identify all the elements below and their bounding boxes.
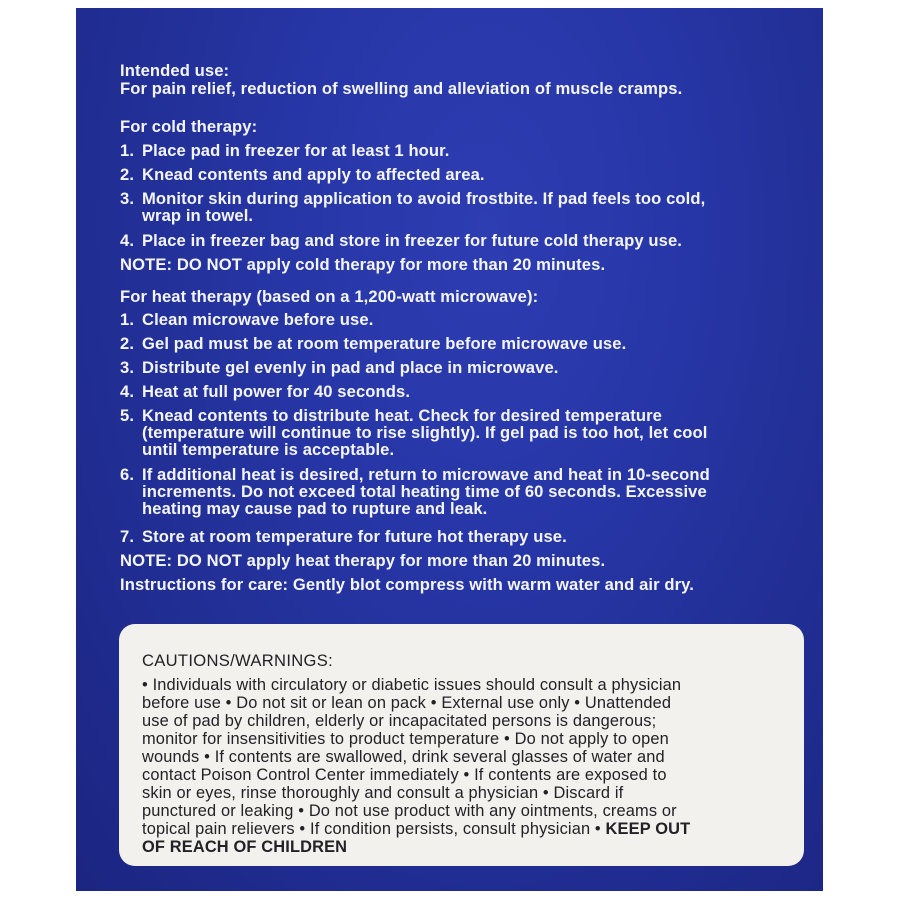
cold-therapy-heading: For cold therapy: bbox=[120, 117, 258, 136]
step-number: 1. bbox=[120, 141, 135, 160]
step-number: 6. bbox=[120, 465, 135, 484]
step-text: Distribute gel evenly in pad and place in microwave. bbox=[142, 358, 559, 377]
step-text: Heat at full power for 40 seconds. bbox=[142, 382, 411, 401]
note-text: DO NOT apply heat therapy for more than 20 minutes. bbox=[176, 551, 606, 570]
step-text: Knead contents and apply to affected area. bbox=[142, 165, 485, 184]
warnings-line: skin or eyes, rinse thoroughly and consult a physician • Discard if bbox=[142, 784, 624, 802]
step-text: Place pad in freezer for at least 1 hour. bbox=[142, 141, 450, 160]
warnings-line: before use • Do not sit or lean on pack • External use only • Unattended bbox=[142, 694, 672, 712]
cold-therapy-note bbox=[120, 256, 605, 274]
warnings-line: monitor for insensitivities to product temperature • Do not apply to open bbox=[142, 730, 669, 748]
step-number: 3. bbox=[120, 358, 135, 377]
warnings-line: use of pad by children, elderly or incapacitated persons is dangerous; bbox=[142, 712, 657, 730]
step-text: heating may cause pad to rupture and leak. bbox=[142, 499, 488, 518]
step-text: Place in freezer bag and store in freezer for future cold therapy use. bbox=[142, 231, 682, 250]
step-text: Store at room temperature for future hot therapy use. bbox=[142, 527, 567, 546]
step-number: 7. bbox=[120, 527, 135, 546]
step-text: Gel pad must be at room temperature before microwave use. bbox=[142, 334, 627, 353]
step-number: 2. bbox=[120, 334, 135, 353]
intended-use-heading: Intended use: bbox=[120, 61, 230, 80]
note-label: NOTE: bbox=[120, 551, 173, 570]
intended-use-text: For pain relief, reduction of swelling and alleviation of muscle cramps. bbox=[120, 79, 683, 98]
care-text: Gently blot compress with warm water and air dry. bbox=[292, 575, 694, 594]
warnings-line: wounds • If contents are swallowed, drink several glasses of water and bbox=[142, 748, 665, 766]
step-text: Clean microwave before use. bbox=[142, 310, 374, 329]
step-number: 1. bbox=[120, 310, 135, 329]
note-label: NOTE: bbox=[120, 255, 173, 274]
step-number: 5. bbox=[120, 406, 135, 425]
step-text: until temperature is acceptable. bbox=[142, 440, 395, 459]
step-number: 2. bbox=[120, 165, 135, 184]
note-text: DO NOT apply cold therapy for more than 20 minutes. bbox=[176, 255, 606, 274]
step-text: Knead contents to distribute heat. Check for desired temperature bbox=[142, 406, 662, 425]
warnings-line-text: topical pain relievers • If condition persists, consult physician • bbox=[142, 820, 601, 838]
step-text: (temperature will continue to rise slightly). If gel pad is too hot, let cool bbox=[142, 423, 708, 442]
warnings-heading: CAUTIONS/WARNINGS: bbox=[142, 651, 334, 670]
warnings-line: • Individuals with circulatory or diabetic issues should consult a physician bbox=[142, 676, 682, 694]
warnings-line: punctured or leaking • Do not use product with any ointments, creams or bbox=[142, 802, 677, 820]
step-number: 4. bbox=[120, 231, 135, 250]
step-text: If additional heat is desired, return to microwave and heat in 10-second bbox=[142, 465, 710, 484]
keep-out-warning: KEEP OUT bbox=[605, 820, 691, 838]
care-instructions bbox=[120, 576, 694, 594]
step-number: 3. bbox=[120, 189, 135, 208]
heat-therapy-heading: For heat therapy (based on a 1,200-watt microwave): bbox=[120, 287, 539, 306]
keep-out-warning-cont: OF REACH OF CHILDREN bbox=[142, 838, 348, 856]
heat-therapy-note bbox=[120, 552, 605, 570]
step-text: Monitor skin during application to avoid frostbite. If pad feels too cold, bbox=[142, 189, 706, 208]
step-text: wrap in towel. bbox=[142, 206, 254, 225]
step-text: increments. Do not exceed total heating time of 60 seconds. Excessive bbox=[142, 482, 707, 501]
warnings-line: contact Poison Control Center immediately • If contents are exposed to bbox=[142, 766, 667, 784]
warnings-line bbox=[142, 820, 690, 838]
step-number: 4. bbox=[120, 382, 135, 401]
care-label: Instructions for care: bbox=[120, 575, 289, 594]
